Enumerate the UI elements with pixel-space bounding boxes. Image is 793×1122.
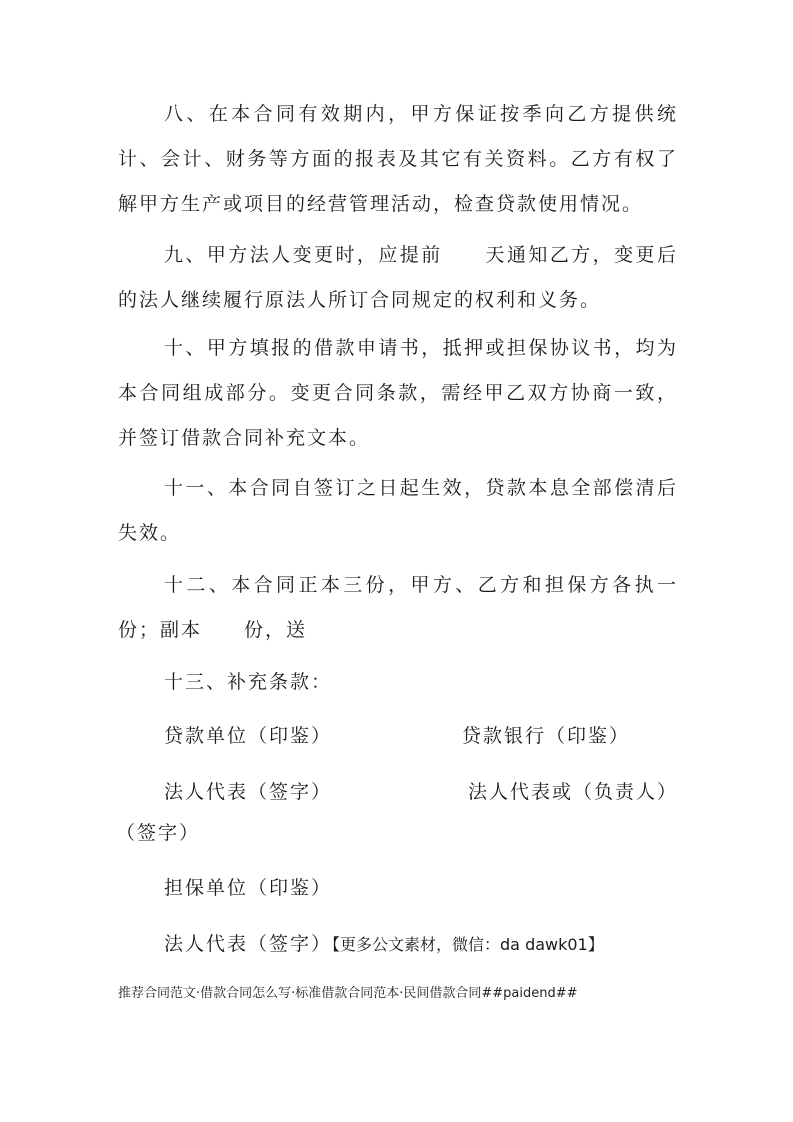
guarantor-unit-seal: 担保单位（印鉴）	[164, 877, 333, 899]
clause-8: 八、在本合同有效期内，甲方保证按季向乙方提供统计、会计、财务等方面的报表及其它有关资料。乙方有权了解甲方生产或项目的经营管理活动，检查贷款使用情况。	[118, 103, 678, 215]
footer-keywords: 推荐合同范文·借款合同怎么写·标准借款合同范本·民间借款合同##paidend##	[118, 986, 578, 1001]
lender-rep-signature: 法人代表或（负责人）	[468, 781, 679, 803]
lender-bank-seal: 贷款银行（印鉴）	[462, 725, 631, 747]
clause-9: 九、甲方法人变更时，应提前 天通知乙方，变更后的法人继续履行原法人所订合同规定的权利和义务。	[118, 244, 678, 311]
guarantor-rep-label: 法人代表（签字）	[164, 933, 333, 955]
borrower-rep-signature: 法人代表（签字）	[164, 781, 333, 803]
clause-10: 十、甲方填报的借款申请书，抵押或担保协议书，均为本合同组成部分。变更合同条款，需经甲乙双方协商一致，并签订借款合同补充文本。	[118, 337, 678, 449]
guarantor-rep-signature	[164, 922, 604, 967]
clause-12: 十二、本合同正本三份，甲方、乙方和担保方各执一份；副本 份，送	[118, 574, 678, 641]
clause-13: 十三、补充条款：	[164, 671, 333, 693]
lender-rep-sign-label: （签字）	[116, 822, 201, 844]
clause-11: 十一、本合同自签订之日起生效，贷款本息全部偿清后失效。	[118, 477, 678, 544]
promo-note: 【更多公文素材，微信：da dawk01】	[332, 935, 604, 954]
borrower-unit-seal: 贷款单位（印鉴）	[164, 725, 333, 747]
